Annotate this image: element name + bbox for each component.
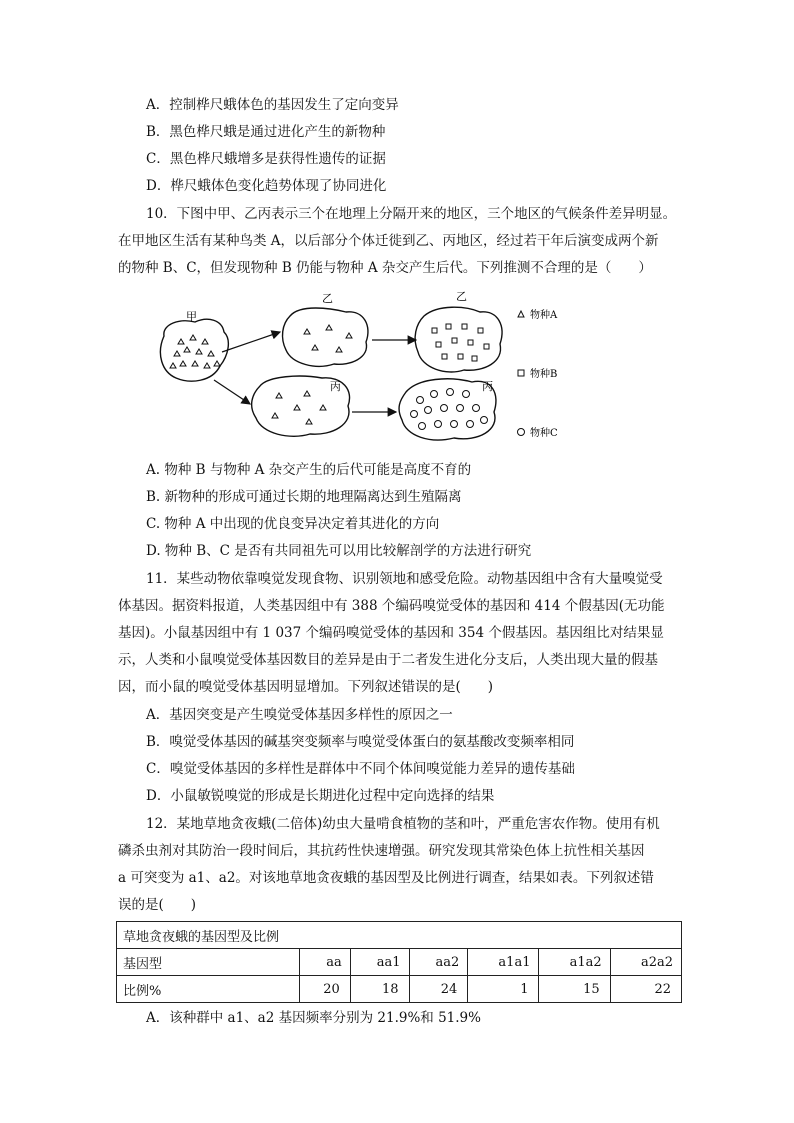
speciation-diagram xyxy=(150,286,590,446)
region-jia-blob xyxy=(160,319,228,381)
q11-stem-line3: 基因)。小鼠基因组中有 1 037 个编码嗅觉受体的基因和 354 个假基因。基因组比对结果显 xyxy=(118,625,664,641)
q9-option-a: A．控制桦尺蛾体色的基因发生了定向变异 xyxy=(146,97,399,113)
q9-option-d: D．桦尺蛾体色变化趋势体现了协同进化 xyxy=(146,178,387,194)
q12-stem-line4: 误的是( ) xyxy=(118,897,197,913)
genotype-cell: aa1 xyxy=(350,949,409,976)
ratio-cell: 1 xyxy=(468,976,539,1003)
q11-option-d: D．小鼠敏锐嗅觉的形成是长期进化过程中定向选择的结果 xyxy=(146,788,495,804)
region-label-bing-2: 丙 xyxy=(482,380,493,393)
genotype-cell: a2a2 xyxy=(610,949,681,976)
q11-stem-line2: 体基因。据资料报道，人类基因组中有 388 个编码嗅觉受体的基因和 414 个假基因(无功能 xyxy=(118,598,665,614)
q12-option-a: A．该种群中 a1、a2 基因频率分别为 21.9%和 51.9% xyxy=(146,1010,481,1026)
ratio-cell: 15 xyxy=(539,976,610,1003)
ratio-cell: 22 xyxy=(610,976,681,1003)
region-label-yi-1: 乙 xyxy=(322,292,333,305)
q10-option-b: B. 新物种的形成可通过长期的地理隔离达到生殖隔离 xyxy=(146,489,462,505)
q11-stem-line5: 因，而小鼠的嗅觉受体基因明显增加。下列叙述错误的是( ) xyxy=(118,679,494,695)
q11-stem-line4: 示，人类和小鼠嗅觉受体基因数目的差异是由于二者发生进化分支后，人类出现大量的假基 xyxy=(118,652,658,668)
jia-species-a-marks xyxy=(170,335,220,368)
q11-stem-line1: 11．某些动物依靠嗅觉发现食物、识别领地和感受危险。动物基因组中含有大量嗅觉受 xyxy=(146,571,663,587)
q10-option-c: C. 物种 A 中出现的优良变异决定着其进化的方向 xyxy=(146,516,440,532)
genotype-cell: a1a1 xyxy=(468,949,539,976)
q10-stem-line3: 的物种 B、C，但发现物种 B 仍能与物种 A 杂交产生后代。下列推测不合理的是（ ） xyxy=(118,260,652,276)
q11-option-b: B．嗅觉受体基因的碱基突变频率与嗅觉受体蛋白的氨基酸改变频率相同 xyxy=(146,734,575,750)
genotype-cell: aa2 xyxy=(409,949,468,976)
q9-option-b: B．黑色桦尺蛾是通过进化产生的新物种 xyxy=(146,124,386,140)
legend-species-b: 物种B xyxy=(530,369,558,380)
genotype-table xyxy=(116,921,682,1003)
q10-option-a: A. 物种 B 与物种 A 杂交产生的后代可能是高度不育的 xyxy=(146,462,472,478)
q11-option-c: C．嗅觉受体基因的多样性是群体中不同个体间嗅觉能力差异的遗传基础 xyxy=(146,761,575,777)
table-caption: 草地贪夜蛾的基因型及比例 xyxy=(117,922,682,949)
legend-species-a: 物种A xyxy=(530,310,558,321)
q11-option-a: A．基因突变是产生嗅觉受体基因多样性的原因之一 xyxy=(146,707,453,723)
legend-species-c: 物种C xyxy=(530,428,558,439)
ratio-cell: 20 xyxy=(300,976,351,1003)
figure-legend xyxy=(518,311,525,436)
region-yi-blob-1 xyxy=(283,308,368,366)
region-label-bing-1: 丙 xyxy=(330,380,341,393)
q12-stem-line2: 磷杀虫剂对其防治一段时间后，其抗药性快速增强。研究发现其常染色体上抗性相关基因 xyxy=(118,843,645,859)
table-caption-row xyxy=(117,922,682,949)
region-label-jia: 甲 xyxy=(186,310,197,323)
table-row-genotypes xyxy=(117,949,682,976)
table-row-ratios xyxy=(117,976,682,1003)
q10-option-d: D. 物种 B、C 是否有共同祖先可以用比较解剖学的方法进行研究 xyxy=(146,543,532,559)
region-yi-blob-2 xyxy=(415,307,502,372)
q9-option-c: C．黑色桦尺蛾增多是获得性遗传的证据 xyxy=(146,151,386,167)
genotype-cell: aa xyxy=(300,949,351,976)
region-label-yi-2: 乙 xyxy=(456,290,467,303)
ratio-cell: 24 xyxy=(409,976,468,1003)
row-label-ratio: 比例% xyxy=(117,976,300,1003)
q12-stem-line1: 12．某地草地贪夜蛾(二倍体)幼虫大量啃食植物的茎和叶，严重危害农作物。使用有机 xyxy=(146,816,660,832)
q12-stem-line3: a 可突变为 a1、a2。对该地草地贪夜蛾的基因型及比例进行调查，结果如表。下列叙述错 xyxy=(118,870,654,886)
genotype-cell: a1a2 xyxy=(539,949,610,976)
q10-stem-line2: 在甲地区生活有某种鸟类 A，以后部分个体迁徙到乙、丙地区，经过若干年后演变成两个新 xyxy=(118,233,659,249)
ratio-cell: 18 xyxy=(350,976,409,1003)
row-label-genotype: 基因型 xyxy=(117,949,300,976)
q10-stem-line1: 10．下图中甲、乙丙表示三个在地理上分隔开来的地区，三个地区的气候条件差异明显。 xyxy=(146,206,677,222)
